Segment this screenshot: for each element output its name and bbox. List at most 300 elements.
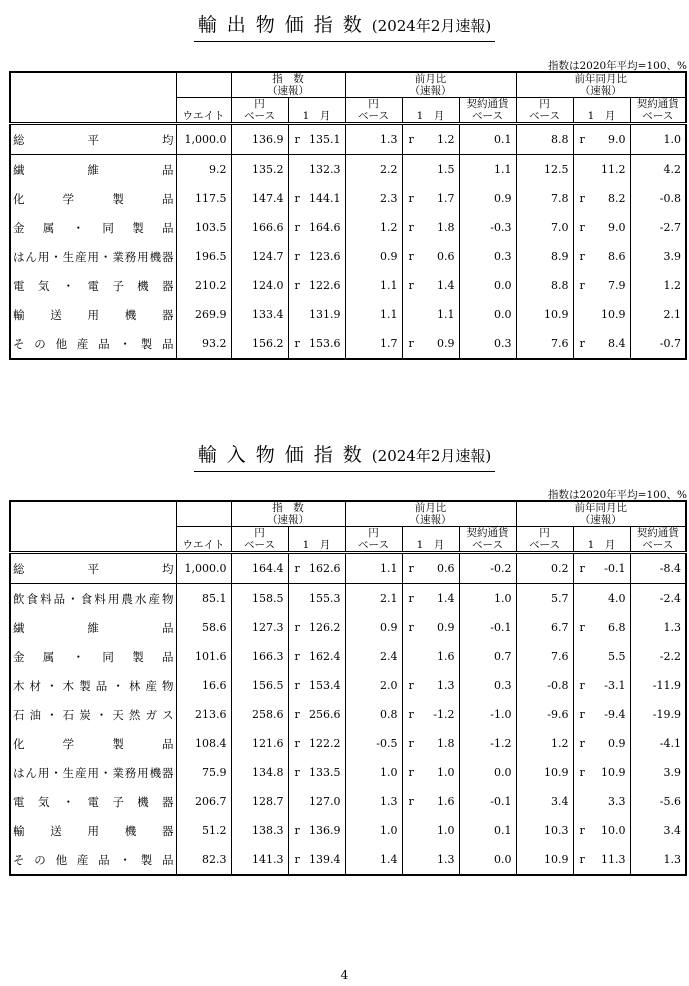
weight-cell: 206.7 <box>176 787 231 816</box>
index-yen-cell: 136.9 <box>231 124 288 155</box>
table-row <box>10 729 686 758</box>
mom-contract-cell: 0.3 <box>459 329 516 359</box>
yoy-contract-cell: -2.7 <box>630 213 686 242</box>
weight-cell: 103.5 <box>176 213 231 242</box>
contract-base-header: 契約通貨 ベース <box>630 98 686 124</box>
import-unit-note: 指数は2020年平均=100、% <box>547 489 687 501</box>
table-row <box>10 700 686 729</box>
yoy-contract-cell: 1.0 <box>630 124 686 155</box>
weight-cell: 101.6 <box>176 642 231 671</box>
mom-jan-cell <box>402 124 459 155</box>
row-label: 飲食料品・食料用農水産物 <box>13 591 174 606</box>
yoy-yen-cell: 7.6 <box>516 642 573 671</box>
yoy-contract-cell: -0.8 <box>630 184 686 213</box>
yoy-contract-cell: -2.4 <box>630 584 686 614</box>
mom-contract-cell: 1.0 <box>459 584 516 614</box>
revision-flag: r <box>579 562 585 575</box>
mom-contract-cell: 0.0 <box>459 300 516 329</box>
table-row <box>10 124 686 155</box>
yoy-jan-cell <box>573 758 630 787</box>
mom-jan-cell <box>402 300 459 329</box>
mom-jan-cell <box>402 271 459 300</box>
index-yen-cell: 166.3 <box>231 642 288 671</box>
index-yen-cell: 134.8 <box>231 758 288 787</box>
weight-cell: 16.6 <box>176 671 231 700</box>
cell-value: 164.6 <box>309 221 341 234</box>
cell-value: 122.6 <box>309 279 341 292</box>
index-yen-cell: 124.7 <box>231 242 288 271</box>
cell-value: 1.0 <box>437 766 455 779</box>
mom-yen-cell: 1.1 <box>345 553 402 584</box>
mom-jan-cell <box>402 729 459 758</box>
row-label: 輸 送 用 機 器 <box>13 307 174 322</box>
weight-header: ウエイト <box>176 527 231 553</box>
yoy-header: 前年同月比 （速報） <box>516 72 686 98</box>
mom-jan-cell <box>402 758 459 787</box>
yoy-jan-cell <box>573 787 630 816</box>
cell-value: 1.6 <box>437 795 455 808</box>
index-jan-cell <box>288 642 345 671</box>
weight-cell: 108.4 <box>176 729 231 758</box>
mom-yen-cell: 2.3 <box>345 184 402 213</box>
row-label: はん用・生産用・業務用機器 <box>13 765 174 780</box>
mom-contract-cell: 0.0 <box>459 271 516 300</box>
cell-value: 0.9 <box>437 337 455 350</box>
row-label: 金 属 ・ 同 製 品 <box>13 649 174 664</box>
cell-value: 122.2 <box>309 737 341 750</box>
row-label: 化 学 製 品 <box>13 736 174 751</box>
cell-value: 1.3 <box>437 853 455 866</box>
index-yen-cell: 141.3 <box>231 845 288 875</box>
mom-jan-cell <box>402 553 459 584</box>
mom-yen-cell: 1.0 <box>345 816 402 845</box>
yoy-contract-cell: 4.2 <box>630 155 686 185</box>
weight-cell: 117.5 <box>176 184 231 213</box>
export-unit-note: 指数は2020年平均=100、% <box>547 60 687 72</box>
table-row <box>10 213 686 242</box>
cell-value: 162.6 <box>309 562 341 575</box>
mom-jan-cell <box>402 213 459 242</box>
revision-flag: r <box>579 737 585 750</box>
index-jan-cell <box>288 613 345 642</box>
mom-header: 前月比 （速報） <box>345 72 516 98</box>
yoy-contract-cell: -0.7 <box>630 329 686 359</box>
cell-value: 155.3 <box>309 592 341 605</box>
jan-header: 1 月 <box>288 98 345 124</box>
yoy-yen-cell: 5.7 <box>516 584 573 614</box>
table-row <box>10 184 686 213</box>
yoy-yen-cell: 12.5 <box>516 155 573 185</box>
revision-flag: r <box>294 824 300 837</box>
mom-jan-cell <box>402 642 459 671</box>
page-number: 4 <box>340 968 349 982</box>
index-yen-cell: 147.4 <box>231 184 288 213</box>
import-title <box>0 440 689 467</box>
index-yen-cell: 138.3 <box>231 816 288 845</box>
index-jan-cell <box>288 787 345 816</box>
row-label: 繊 維 品 <box>13 620 174 635</box>
yen-base-header: 円 ベース <box>231 527 288 553</box>
revision-flag: r <box>579 679 585 692</box>
cell-value: 10.0 <box>601 824 626 837</box>
cell-value: 1.4 <box>437 279 455 292</box>
mom-yen-cell: 1.3 <box>345 124 402 155</box>
cell-value: 1.1 <box>437 308 455 321</box>
weight-cell: 51.2 <box>176 816 231 845</box>
revision-flag: r <box>579 133 585 146</box>
index-yen-cell: 128.7 <box>231 787 288 816</box>
cell-value: -9.4 <box>604 708 626 721</box>
mom-contract-cell: 0.3 <box>459 242 516 271</box>
revision-flag: r <box>408 192 414 205</box>
cell-value: 1.5 <box>437 163 455 176</box>
yoy-contract-cell: 3.9 <box>630 242 686 271</box>
mom-contract-cell: -0.3 <box>459 213 516 242</box>
mom-contract-cell: 0.7 <box>459 642 516 671</box>
cell-value: 0.6 <box>437 562 455 575</box>
revision-flag: r <box>294 650 300 663</box>
cell-value: -3.1 <box>604 679 626 692</box>
yen-base-header: 円 ベース <box>516 98 573 124</box>
mom-yen-cell: 1.3 <box>345 787 402 816</box>
cell-value: 1.4 <box>437 592 455 605</box>
revision-flag: r <box>408 737 414 750</box>
row-label: 輸 送 用 機 器 <box>13 823 174 838</box>
cell-value: 144.1 <box>309 192 341 205</box>
cell-value: 5.5 <box>608 650 626 663</box>
yoy-yen-cell: 8.9 <box>516 242 573 271</box>
index-header: 指 数 （速報） <box>231 501 345 527</box>
contract-base-header: 契約通貨 ベース <box>630 527 686 553</box>
row-label: 石油・石炭・天然ガス <box>13 707 174 722</box>
cell-value: 7.9 <box>608 279 626 292</box>
index-jan-cell <box>288 155 345 185</box>
yoy-jan-cell <box>573 729 630 758</box>
yoy-jan-cell <box>573 124 630 155</box>
yoy-jan-cell <box>573 155 630 185</box>
revision-flag: r <box>579 766 585 779</box>
index-yen-cell: 158.5 <box>231 584 288 614</box>
mom-yen-cell: 1.0 <box>345 758 402 787</box>
table-row <box>10 271 686 300</box>
revision-flag: r <box>294 737 300 750</box>
yoy-contract-cell: -11.9 <box>630 671 686 700</box>
revision-flag: r <box>579 824 585 837</box>
revision-flag: r <box>294 679 300 692</box>
index-jan-cell <box>288 758 345 787</box>
weight-cell: 93.2 <box>176 329 231 359</box>
weight-cell: 196.5 <box>176 242 231 271</box>
weight-header: ウエイト <box>176 98 231 124</box>
yoy-yen-cell: -9.6 <box>516 700 573 729</box>
index-jan-cell <box>288 242 345 271</box>
revision-flag: r <box>408 592 414 605</box>
weight-cell: 85.1 <box>176 584 231 614</box>
index-yen-cell: 121.6 <box>231 729 288 758</box>
index-yen-cell: 156.5 <box>231 671 288 700</box>
cell-value: 3.3 <box>608 795 626 808</box>
index-yen-cell: 124.0 <box>231 271 288 300</box>
table-row <box>10 758 686 787</box>
table-row <box>10 671 686 700</box>
weight-cell: 210.2 <box>176 271 231 300</box>
yen-base-header: 円 ベース <box>345 98 402 124</box>
cell-value: -1.2 <box>433 708 455 721</box>
revision-flag: r <box>408 562 414 575</box>
mom-contract-cell: 0.9 <box>459 184 516 213</box>
cell-value: 153.6 <box>309 337 341 350</box>
yen-base-header: 円 ベース <box>345 527 402 553</box>
cell-value: 132.3 <box>309 163 341 176</box>
export-title <box>0 10 689 37</box>
jan-header: 1 月 <box>573 527 630 553</box>
cell-value: 11.3 <box>601 853 626 866</box>
yoy-jan-cell <box>573 213 630 242</box>
weight-cell: 9.2 <box>176 155 231 185</box>
row-label: はん用・生産用・業務用機器 <box>13 249 174 264</box>
mom-header: 前月比 （速報） <box>345 501 516 527</box>
revision-flag: r <box>579 708 585 721</box>
mom-contract-cell: 0.0 <box>459 758 516 787</box>
yoy-contract-cell: -19.9 <box>630 700 686 729</box>
revision-flag: r <box>408 795 414 808</box>
jan-header: 1 月 <box>573 98 630 124</box>
row-label: 電 気 ・ 電 子 機 器 <box>13 794 174 809</box>
cell-value: 153.4 <box>309 679 341 692</box>
revision-flag: r <box>294 192 300 205</box>
yoy-yen-cell: 0.2 <box>516 553 573 584</box>
jan-header: 1 月 <box>288 527 345 553</box>
yoy-contract-cell: 3.4 <box>630 816 686 845</box>
cell-value: 10.9 <box>601 308 626 321</box>
mom-jan-cell <box>402 584 459 614</box>
yoy-jan-cell <box>573 642 630 671</box>
row-label: 木材・木製品・林産物 <box>13 678 174 693</box>
yoy-yen-cell: 10.9 <box>516 758 573 787</box>
index-yen-cell: 133.4 <box>231 300 288 329</box>
index-jan-cell <box>288 553 345 584</box>
index-yen-cell: 164.4 <box>231 553 288 584</box>
index-header: 指 数 （速報） <box>231 72 345 98</box>
jan-header: 1 月 <box>402 98 459 124</box>
yoy-yen-cell: 8.8 <box>516 271 573 300</box>
mom-contract-cell: 0.3 <box>459 671 516 700</box>
yoy-contract-cell: 2.1 <box>630 300 686 329</box>
yen-base-header: 円 ベース <box>231 98 288 124</box>
mom-yen-cell: 1.1 <box>345 300 402 329</box>
revision-flag: r <box>408 250 414 263</box>
cell-value: 139.4 <box>309 853 341 866</box>
revision-flag: r <box>294 562 300 575</box>
cell-value: 9.0 <box>608 133 626 146</box>
mom-contract-cell: 0.1 <box>459 816 516 845</box>
cell-value: 1.8 <box>437 221 455 234</box>
cell-value: 8.4 <box>608 337 626 350</box>
yoy-contract-cell: 1.2 <box>630 271 686 300</box>
mom-yen-cell: 2.4 <box>345 642 402 671</box>
weight-cell: 213.6 <box>176 700 231 729</box>
weight-cell: 269.9 <box>176 300 231 329</box>
mom-yen-cell: 0.8 <box>345 700 402 729</box>
revision-flag: r <box>294 279 300 292</box>
index-jan-cell <box>288 124 345 155</box>
row-label: 金 属 ・ 同 製 品 <box>13 220 174 235</box>
mom-yen-cell: 1.4 <box>345 845 402 875</box>
weight-cell: 82.3 <box>176 845 231 875</box>
revision-flag: r <box>408 279 414 292</box>
cell-value: 1.8 <box>437 737 455 750</box>
revision-flag: r <box>294 708 300 721</box>
cell-value: 11.2 <box>601 163 626 176</box>
revision-flag: r <box>579 250 585 263</box>
weight-cell: 75.9 <box>176 758 231 787</box>
yoy-yen-cell: -0.8 <box>516 671 573 700</box>
export-title-sub: (2024年2月速報) <box>371 17 492 35</box>
mom-contract-cell: 0.1 <box>459 124 516 155</box>
table-row <box>10 816 686 845</box>
revision-flag: r <box>408 679 414 692</box>
index-yen-cell: 135.2 <box>231 155 288 185</box>
mom-yen-cell: 2.0 <box>345 671 402 700</box>
table-row <box>10 584 686 614</box>
yoy-contract-cell: -8.4 <box>630 553 686 584</box>
cell-value: 10.9 <box>601 766 626 779</box>
row-label: 総 平 均 <box>10 553 176 584</box>
contract-base-header: 契約通貨 ベース <box>459 98 516 124</box>
row-label: 電 気 ・ 電 子 機 器 <box>13 278 174 293</box>
yoy-jan-cell <box>573 184 630 213</box>
revision-flag: r <box>294 337 300 350</box>
index-jan-cell <box>288 816 345 845</box>
cell-value: 162.4 <box>309 650 341 663</box>
yen-base-header: 円 ベース <box>516 527 573 553</box>
revision-flag: r <box>408 133 414 146</box>
jan-header: 1 月 <box>402 527 459 553</box>
table-row <box>10 787 686 816</box>
yoy-jan-cell <box>573 242 630 271</box>
yoy-yen-cell: 8.8 <box>516 124 573 155</box>
yoy-jan-cell <box>573 816 630 845</box>
export-title-main: 輸出物価指数 <box>197 14 372 36</box>
cell-value: 4.0 <box>608 592 626 605</box>
index-yen-cell: 156.2 <box>231 329 288 359</box>
yoy-jan-cell <box>573 271 630 300</box>
cell-value: 127.0 <box>309 795 341 808</box>
mom-jan-cell <box>402 845 459 875</box>
yoy-contract-cell: -2.2 <box>630 642 686 671</box>
export-price-table <box>9 71 687 360</box>
mom-jan-cell <box>402 613 459 642</box>
index-yen-cell: 258.6 <box>231 700 288 729</box>
mom-yen-cell: 1.2 <box>345 213 402 242</box>
table-row <box>10 613 686 642</box>
yoy-jan-cell <box>573 329 630 359</box>
index-jan-cell <box>288 300 345 329</box>
import-price-table <box>9 500 687 876</box>
cell-value: 0.9 <box>437 621 455 634</box>
cell-value: 1.0 <box>437 824 455 837</box>
yoy-jan-cell <box>573 700 630 729</box>
yoy-jan-cell <box>573 584 630 614</box>
table-row <box>10 642 686 671</box>
table-row <box>10 242 686 271</box>
yoy-jan-cell <box>573 300 630 329</box>
contract-base-header: 契約通貨 ベース <box>459 527 516 553</box>
table-row <box>10 553 686 584</box>
mom-jan-cell <box>402 700 459 729</box>
revision-flag: r <box>579 621 585 634</box>
mom-contract-cell: -0.2 <box>459 553 516 584</box>
mom-contract-cell: -1.0 <box>459 700 516 729</box>
yoy-yen-cell: 10.9 <box>516 300 573 329</box>
row-label: そ の 他 産 品 ・ 製 品 <box>13 336 174 351</box>
yoy-jan-cell <box>573 553 630 584</box>
yoy-yen-cell: 6.7 <box>516 613 573 642</box>
cell-value: 0.9 <box>608 737 626 750</box>
revision-flag: r <box>579 853 585 866</box>
revision-flag: r <box>579 337 585 350</box>
cell-value: 126.2 <box>309 621 341 634</box>
mom-jan-cell <box>402 816 459 845</box>
mom-yen-cell: 2.2 <box>345 155 402 185</box>
cell-value: 0.6 <box>437 250 455 263</box>
revision-flag: r <box>294 221 300 234</box>
table-row <box>10 845 686 875</box>
yoy-contract-cell: -5.6 <box>630 787 686 816</box>
index-jan-cell <box>288 671 345 700</box>
cell-value: 1.3 <box>437 679 455 692</box>
revision-flag: r <box>408 337 414 350</box>
revision-flag: r <box>294 766 300 779</box>
row-label: そ の 他 産 品 ・ 製 品 <box>13 852 174 867</box>
mom-contract-cell: -1.2 <box>459 729 516 758</box>
mom-yen-cell: 0.9 <box>345 242 402 271</box>
revision-flag: r <box>579 279 585 292</box>
row-label: 総 平 均 <box>10 124 176 155</box>
mom-yen-cell: 0.9 <box>345 613 402 642</box>
index-jan-cell <box>288 845 345 875</box>
import-title-main: 輸入物価指数 <box>197 444 372 466</box>
yoy-contract-cell: 3.9 <box>630 758 686 787</box>
revision-flag: r <box>294 621 300 634</box>
weight-cell: 1,000.0 <box>176 124 231 155</box>
mom-jan-cell <box>402 242 459 271</box>
revision-flag: r <box>294 853 300 866</box>
revision-flag: r <box>294 133 300 146</box>
mom-jan-cell <box>402 671 459 700</box>
index-jan-cell <box>288 184 345 213</box>
cell-value: 136.9 <box>309 824 341 837</box>
revision-flag: r <box>294 250 300 263</box>
row-label: 化 学 製 品 <box>13 191 174 206</box>
yoy-contract-cell: -4.1 <box>630 729 686 758</box>
weight-cell: 1,000.0 <box>176 553 231 584</box>
revision-flag: r <box>579 192 585 205</box>
yoy-yen-cell: 7.8 <box>516 184 573 213</box>
mom-jan-cell <box>402 329 459 359</box>
index-jan-cell <box>288 700 345 729</box>
mom-contract-cell: -0.1 <box>459 787 516 816</box>
index-jan-cell <box>288 729 345 758</box>
index-yen-cell: 127.3 <box>231 613 288 642</box>
revision-flag: r <box>579 221 585 234</box>
index-jan-cell <box>288 213 345 242</box>
yoy-jan-cell <box>573 613 630 642</box>
yoy-yen-cell: 7.6 <box>516 329 573 359</box>
yoy-yen-cell: 1.2 <box>516 729 573 758</box>
index-yen-cell: 166.6 <box>231 213 288 242</box>
yoy-yen-cell: 7.0 <box>516 213 573 242</box>
